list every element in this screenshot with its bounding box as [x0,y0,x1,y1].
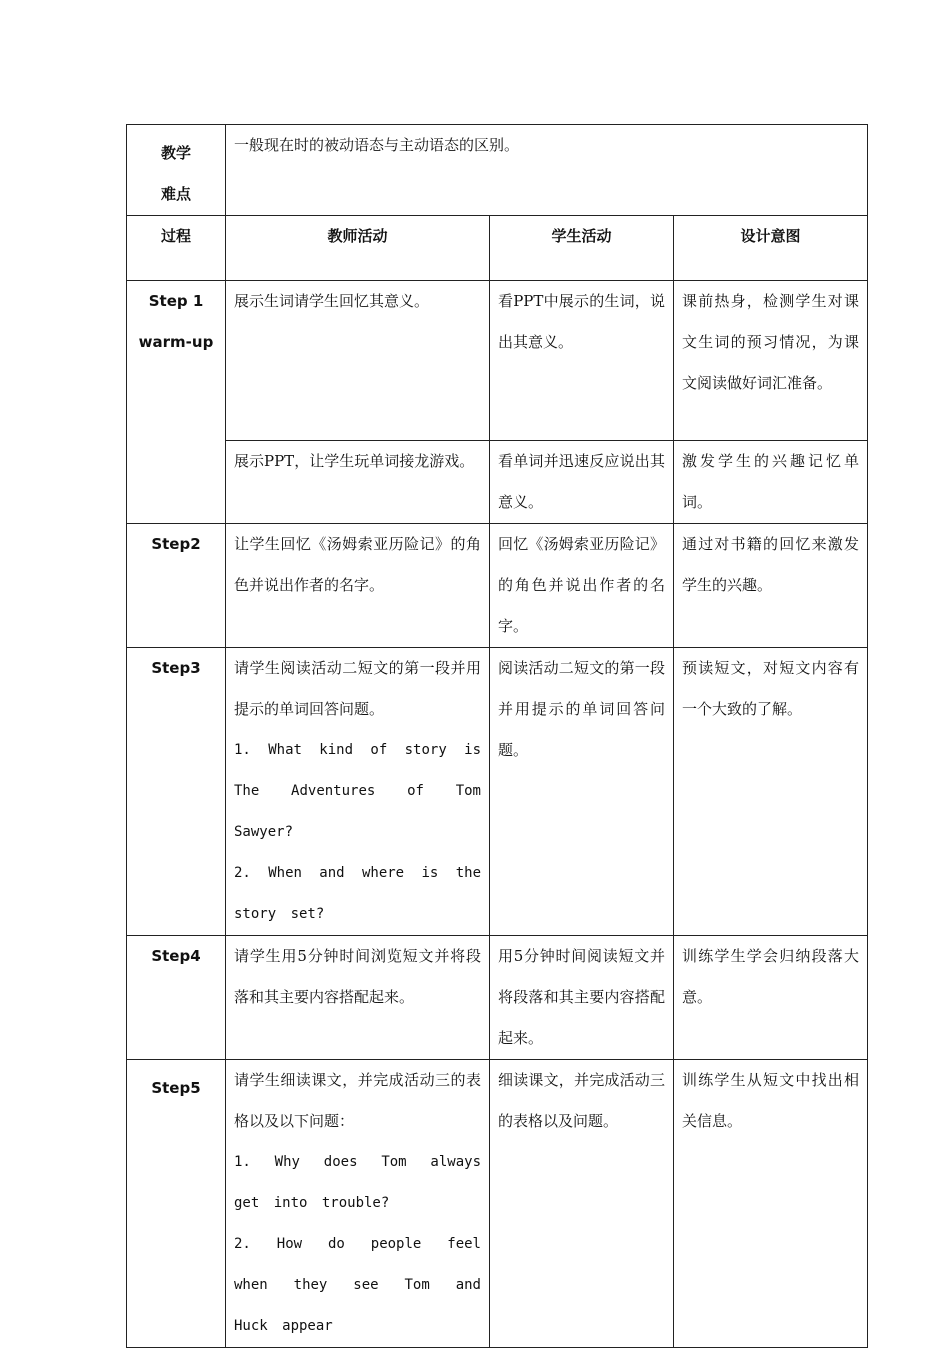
step1-row-2 [127,441,868,524]
step1-label-line1: Step 1 [148,292,204,310]
step5-teacher-question-2: 2. How do people feel when they see Tom and Huck appear [234,1236,481,1334]
step5-teacher [226,1060,490,1348]
step3-row [127,648,868,936]
step5-teacher-question-1: 1. Why does Tom always get into trouble? [234,1154,481,1211]
step4-purpose: 训练学生学会归纳段落大意。 [674,936,868,1060]
header-row [127,216,868,281]
step2-row [127,524,868,648]
step5-row [127,1060,868,1348]
step4-teacher: 请学生用5分钟时间浏览短文并将段落和其主要内容搭配起来。 [226,936,490,1060]
step5-label: Step5 [127,1060,226,1348]
difficulty-content: 一般现在时的被动语态与主动语态的区别。 [226,125,868,216]
step2-teacher: 让学生回忆《汤姆索亚历险记》的角色并说出作者的名字。 [226,524,490,648]
step4-row [127,936,868,1060]
header-process: 过程 [127,216,226,281]
step1-teacher-1: 展示生词请学生回忆其意义。 [226,281,490,441]
step3-teacher-question-2: 2. When and where is the story set? [234,865,481,922]
step3-student: 阅读活动二短文的第一段并用提示的单词回答问题。 [490,648,674,936]
difficulty-label-line2: 难点 [160,185,191,203]
step2-purpose: 通过对书籍的回忆来激发学生的兴趣。 [674,524,868,648]
step3-teacher-text: 请学生阅读活动二短文的第一段并用提示的单词回答问题。 [234,659,481,718]
step3-teacher-question-1: 1. What kind of story is The Adventures of Tom Sawyer? [234,742,481,840]
step2-student: 回忆《汤姆索亚历险记》的角色并说出作者的名字。 [490,524,674,648]
step1-purpose-1: 课前热身，检测学生对课文生词的预习情况，为课文阅读做好词汇准备。 [674,281,868,441]
step3-purpose: 预读短文，对短文内容有一个大致的了解。 [674,648,868,936]
step1-label-line2: warm-up [138,333,214,351]
step5-purpose: 训练学生从短文中找出相关信息。 [674,1060,868,1348]
step4-label: Step4 [127,936,226,1060]
step2-label: Step2 [127,524,226,648]
header-teacher-activity: 教师活动 [226,216,490,281]
step3-teacher [226,648,490,936]
step3-label: Step3 [127,648,226,936]
step1-student-2: 看单词并迅速反应说出其意义。 [490,441,674,524]
lesson-plan-table [126,124,868,1348]
step1-label [127,281,226,524]
header-design-intent: 设计意图 [674,216,868,281]
step1-teacher-2: 展示PPT，让学生玩单词接龙游戏。 [226,441,490,524]
step1-purpose-2: 激发学生的兴趣记忆单词。 [674,441,868,524]
step1-row-1 [127,281,868,441]
difficulty-label [127,125,226,216]
step5-student: 细读课文，并完成活动三的表格以及问题。 [490,1060,674,1348]
difficulty-row [127,125,868,216]
header-student-activity: 学生活动 [490,216,674,281]
difficulty-label-line1: 教学 [160,144,191,162]
step1-student-1: 看PPT中展示的生词，说出其意义。 [490,281,674,441]
step5-teacher-text: 请学生细读课文，并完成活动三的表格以及以下问题： [234,1071,481,1130]
step4-student: 用5分钟时间阅读短文并将段落和其主要内容搭配起来。 [490,936,674,1060]
